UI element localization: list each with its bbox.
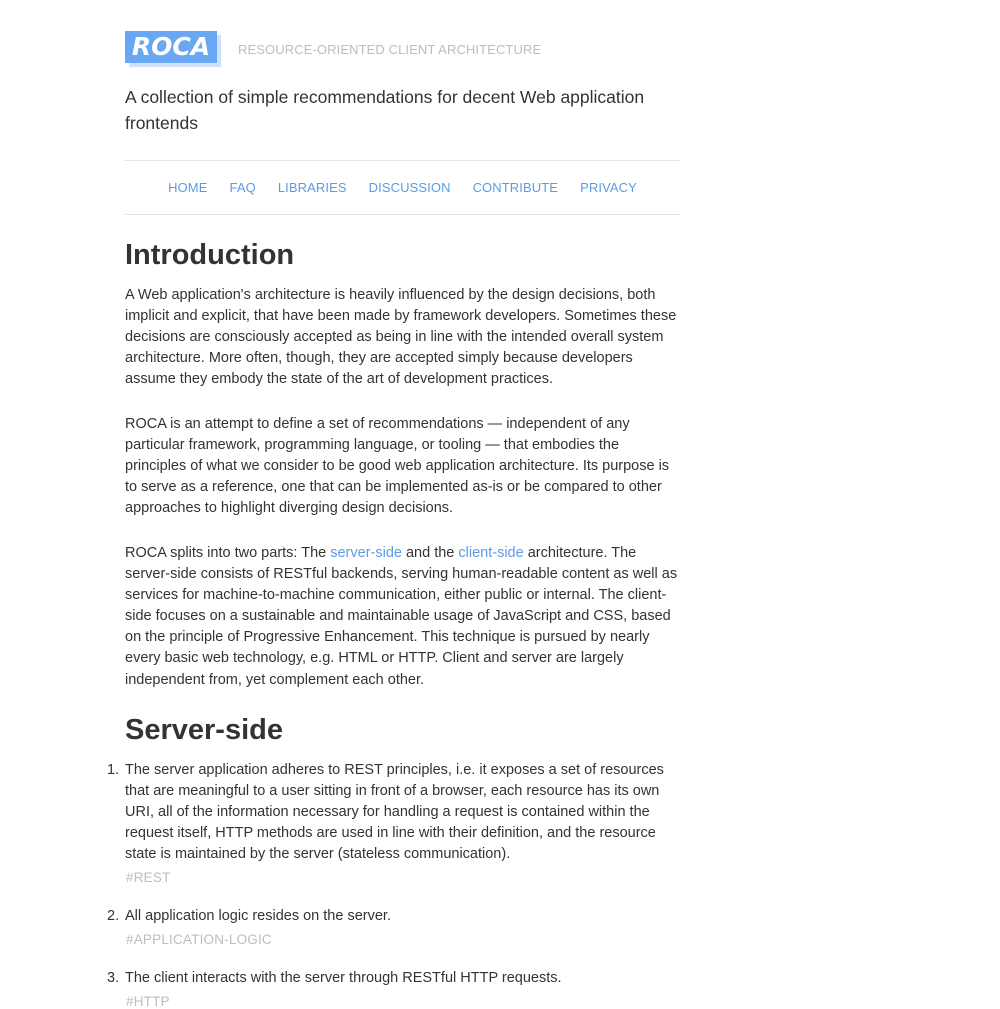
list-item bbox=[107, 760, 685, 886]
server-side-heading: Server-side bbox=[125, 714, 283, 746]
nav-discussion[interactable]: DISCUSSION bbox=[368, 180, 451, 195]
nav-home[interactable]: HOME bbox=[168, 180, 208, 195]
list-item-number: 2. bbox=[107, 908, 120, 924]
brand bbox=[125, 31, 217, 63]
intro-paragraph-3-mid: and the bbox=[401, 545, 459, 561]
site-subtitle: A collection of simple recommendations for decent Web application frontends bbox=[125, 87, 645, 133]
nav-contribute[interactable]: CONTRIBUTE bbox=[472, 180, 559, 195]
intro-paragraph-3 bbox=[125, 543, 681, 691]
list-item bbox=[107, 968, 685, 1009]
tag-http-link[interactable]: #HTTP bbox=[126, 994, 170, 1009]
list-item-text: The server application adheres to REST principles, i.e. it exposes a set of resources that are meaningful to a user sitting in front of a browser, each resource has its own URI, all of the information necessary for handling a request is contained within the request itself, HTTP methods are used in line with their definition, and the resource state is maintained by the server (stateless communication). bbox=[125, 762, 664, 863]
nav-libraries[interactable]: LIBRARIES bbox=[277, 180, 347, 195]
tag-application-logic-link[interactable]: #APPLICATION-LOGIC bbox=[126, 932, 272, 948]
introduction-heading: Introduction bbox=[125, 239, 295, 271]
intro-paragraph-1: A Web application's architecture is heavily influenced by the design decisions, both implicit and explicit, that have been made by framework developers. Sometimes these decisions are consciously accepted as being in line with the intended overall system architecture. More often, though, they are accepted simply because developers assume they embody the state of the art of development practices. bbox=[125, 287, 677, 388]
list-item-text: All application logic resides on the server. bbox=[125, 908, 391, 924]
tag-rest-link[interactable]: #REST bbox=[126, 870, 171, 886]
intro-paragraph-2: ROCA is an attempt to define a set of recommendations — independent of any particular framework, programming language, or tooling — that embodies the principles of what we consider to be good web application architecture. Its purpose is to serve as a reference, one that can be implemented as-is or be compared to other approaches to highlight diverging design decisions. bbox=[125, 416, 670, 517]
intro-paragraph-3-start: ROCA splits into two parts: The bbox=[125, 545, 331, 561]
list-item-number: 1. bbox=[107, 762, 120, 778]
main-nav bbox=[125, 160, 680, 215]
list-item-number: 3. bbox=[107, 970, 120, 986]
site-tagline: RESOURCE-ORIENTED CLIENT ARCHITECTURE bbox=[238, 42, 542, 57]
server-side-link[interactable]: server-side bbox=[330, 545, 402, 561]
list-item bbox=[107, 906, 685, 948]
nav-privacy[interactable]: PRIVACY bbox=[580, 180, 637, 195]
list-item-text: The client interacts with the server through RESTful HTTP requests. bbox=[125, 970, 562, 986]
nav-faq[interactable]: FAQ bbox=[229, 180, 256, 195]
client-side-link[interactable]: client-side bbox=[458, 545, 524, 561]
roca-logo[interactable]: ROCA bbox=[125, 31, 217, 63]
intro-paragraph-3-end: architecture. The server-side consists of RESTful backends, serving human-readable content as well as services for machine-to-machine communication, either public or internal. The client-side focuses on a sustainable and maintainable usage of JavaScript and CSS, based on the principle of Progressive Enhancement. This technique is pursued by nearly every basic web technology, e.g. HTML or HTTP. Client and server are largely independent from, yet complement each other. bbox=[125, 545, 678, 688]
